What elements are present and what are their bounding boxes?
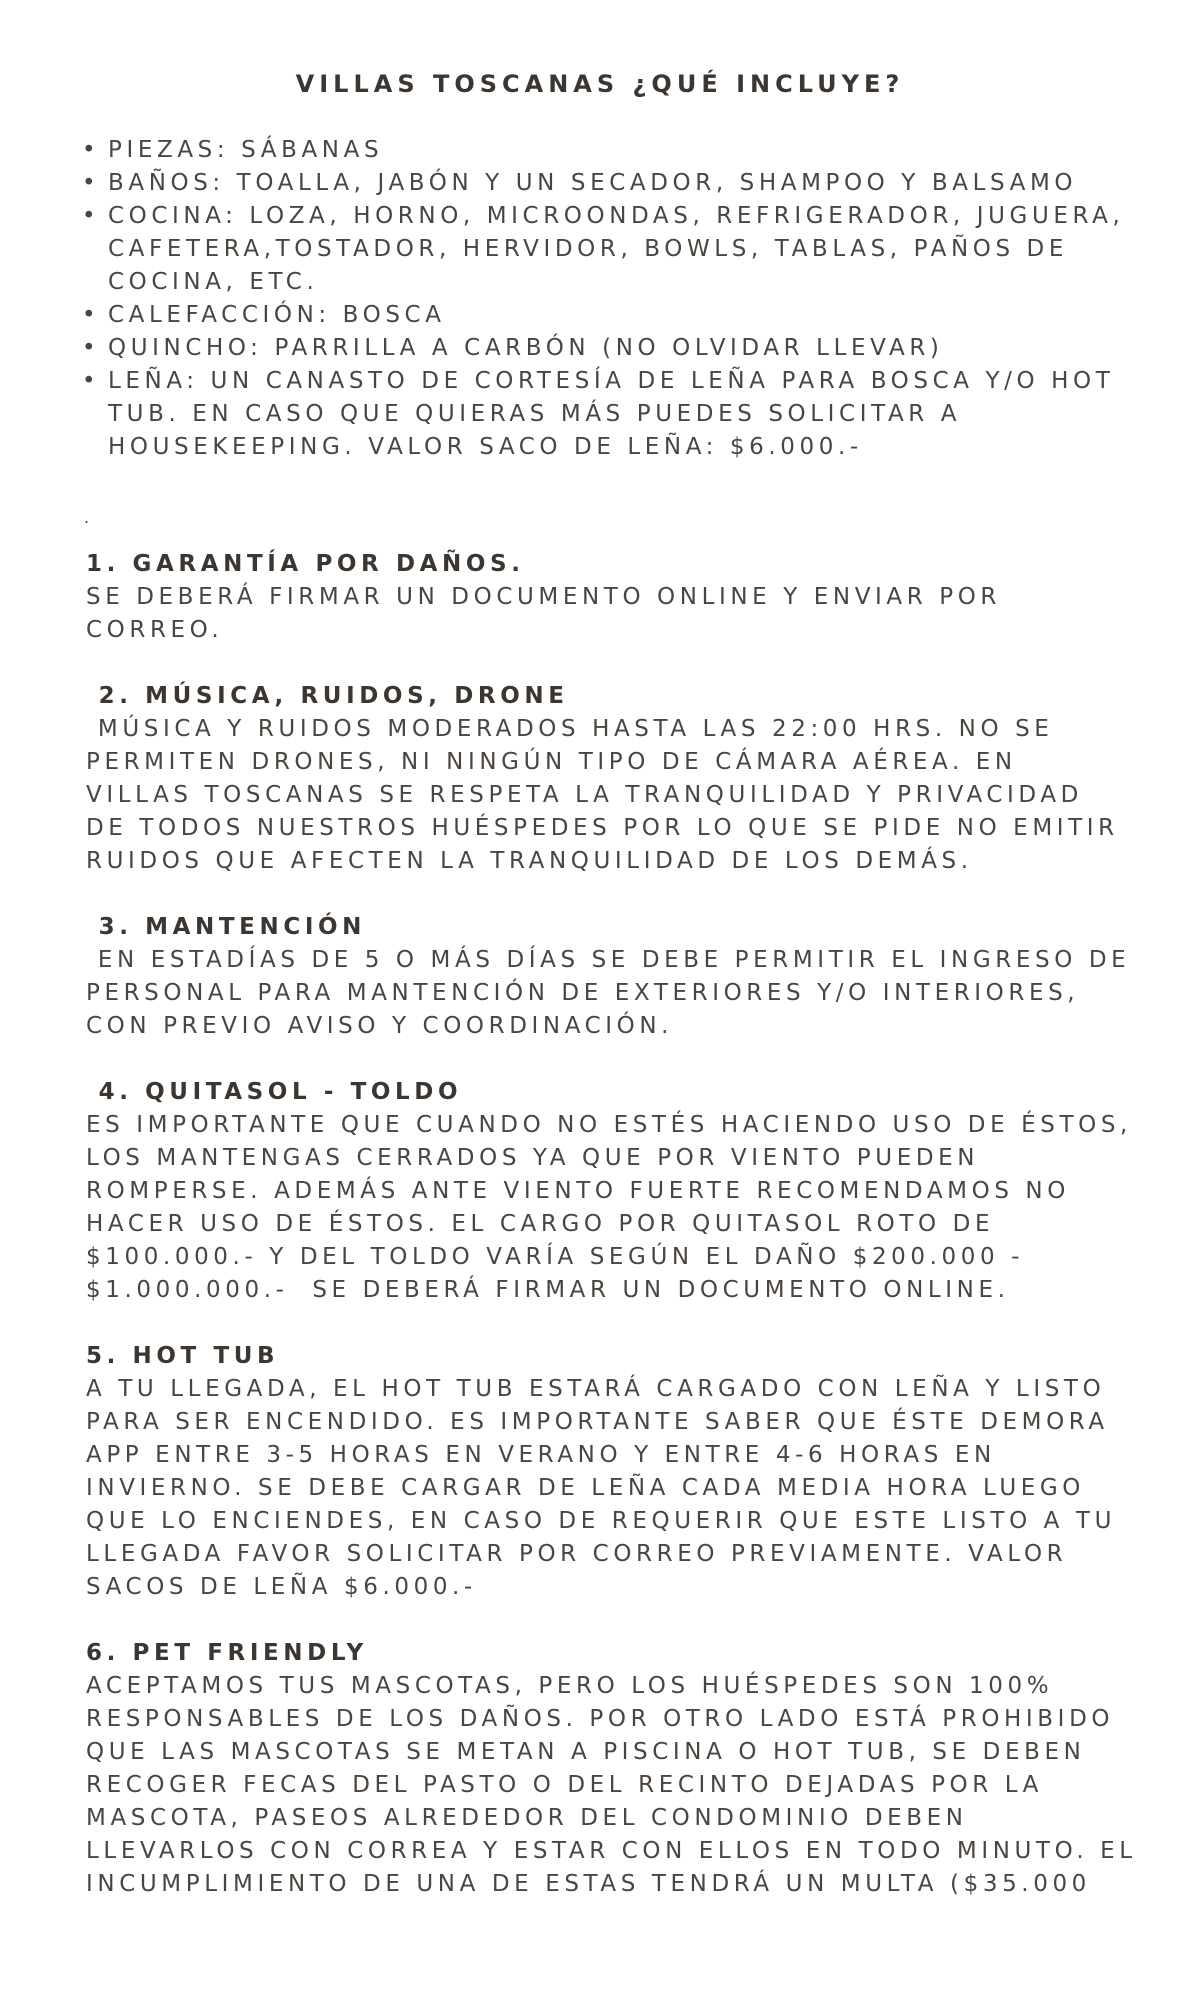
includes-item (80, 299, 1160, 332)
includes-item-text: COCINA: LOZA, HORNO, MICROONDAS, REFRIGERADOR, JUGUERA, CAFETERA,TOSTADOR, HERVIDOR, BOWLS, TABLAS, PAÑOS DE COCINA, ETC. (108, 203, 1125, 295)
includes-list (80, 134, 1160, 464)
bullet-icon: • (82, 203, 96, 229)
section-heading: 5. HOT TUB (86, 1343, 280, 1369)
bullet-icon: • (82, 335, 96, 361)
section-heading: 6. PET FRIENDLY (86, 1640, 368, 1666)
includes-item-text: QUINCHO: PARRILLA A CARBÓN (NO OLVIDAR LLEVAR) (108, 335, 944, 361)
includes-item (80, 134, 1160, 167)
section-text: EN ESTADÍAS DE 5 O MÁS DÍAS SE DEBE PERMITIR EL INGRESO DE PERSONAL PARA MANTENCIÓN DE EXTERIORES Y/O INTERIORES, CON PREVIO AVISO Y COORDINACIÓN. (86, 947, 1131, 1039)
bullet-icon: • (82, 170, 96, 196)
section-text: ES IMPORTANTE QUE CUANDO NO ESTÉS HACIENDO USO DE ÉSTOS, LOS MANTENGAS CERRADOS YA QUE POR VIENTO PUEDEN ROMPERSE. ADEMÁS ANTE VIENTO FUERTE RECOMENDAMOS NO HACER USO DE ÉSTOS. EL CARGO POR QUITASOL ROTO DE $100.000.- Y DEL TOLDO VARÍA SEGÚN EL DAÑO $200.000 - $1.000.000.- SE DEBERÁ FIRMAR UN DOCUMENTO ONLINE. (86, 1112, 1132, 1303)
section-text: A TU LLEGADA, EL HOT TUB ESTARÁ CARGADO CON LEÑA Y LISTO PARA SER ENCENDIDO. ES IMPORTANTE SABER QUE ÉSTE DEMORA APP ENTRE 3-5 HORAS EN VERANO Y ENTRE 4-6 HORAS EN INVIERNO. SE DEBE CARGAR DE LEÑA CADA MEDIA HORA LUEGO QUE LO ENCIENDES, EN CASO DE REQUERIR QUE ESTE LISTO A TU LLEGADA FAVOR SOLICITAR POR CORREO PREVIAMENTE. VALOR SACOS DE LEÑA $6.000.- (86, 1376, 1117, 1600)
section-text: ACEPTAMOS TUS MASCOTAS, PERO LOS HUÉSPEDES SON 100% RESPONSABLES DE LOS DAÑOS. POR OTRO LADO ESTÁ PROHIBIDO QUE LAS MASCOTAS SE METAN A PISCINA O HOT TUB, SE DEBEN RECOGER FECAS DEL PASTO O DEL RECINTO DEJADAS POR LA MASCOTA, PASEOS ALREDEDOR DEL CONDOMINIO DEBEN LLEVARLOS CON CORREA Y ESTAR CON ELLOS EN TODO MINUTO. EL INCUMPLIMIENTO DE UNA DE ESTAS TENDRÁ UN MULTA ($35.000 (86, 1673, 1137, 1897)
page-title: VILLAS TOSCANAS ¿QUÉ INCLUYE? (295, 70, 905, 98)
includes-item (80, 365, 1160, 464)
includes-item-text: PIEZAS: SÁBANAS (108, 137, 384, 163)
section-heading: 4. QUITASOL - TOLDO (86, 1079, 463, 1105)
includes-item (80, 167, 1160, 200)
section-text: SE DEBERÁ FIRMAR UN DOCUMENTO ONLINE Y ENVIAR POR CORREO. (86, 584, 1002, 643)
includes-item-text: LEÑA: UN CANASTO DE CORTESÍA DE LEÑA PARA BOSCA Y/O HOT TUB. EN CASO QUE QUIERAS MÁS PUEDES SOLICITAR A HOUSEKEEPING. VALOR SACO DE LEÑA: $6.000.- (108, 368, 1115, 460)
rule-section-hot-tub (86, 1340, 1166, 1604)
section-heading: 2. MÚSICA, RUIDOS, DRONE (86, 683, 569, 709)
bullet-icon: • (82, 302, 96, 328)
includes-item-text: CALEFACCIÓN: BOSCA (108, 302, 446, 328)
rules-sections (86, 548, 1166, 1934)
rule-section-damage-guarantee (86, 548, 1166, 647)
bullet-icon: • (82, 137, 96, 163)
bullet-icon: • (82, 368, 96, 394)
rule-section-pet-friendly (86, 1637, 1166, 1901)
section-heading: 3. MANTENCIÓN (86, 914, 366, 940)
includes-item (80, 200, 1160, 299)
separator-dot: . (84, 508, 90, 527)
section-heading: 1. GARANTÍA POR DAÑOS. (86, 551, 525, 577)
includes-item (80, 332, 1160, 365)
rule-section-maintenance (86, 911, 1166, 1043)
rule-section-music-noise-drone (86, 680, 1166, 878)
includes-item-text: BAÑOS: TOALLA, JABÓN Y UN SECADOR, SHAMPOO Y BALSAMO (108, 170, 1078, 196)
section-text: MÚSICA Y RUIDOS MODERADOS HASTA LAS 22:00 HRS. NO SE PERMITEN DRONES, NI NINGÚN TIPO DE CÁMARA AÉREA. EN VILLAS TOSCANAS SE RESPETA LA TRANQUILIDAD Y PRIVACIDAD DE TODOS NUESTROS HUÉSPEDES POR LO QUE SE PIDE NO EMITIR RUIDOS QUE AFECTEN LA TRANQUILIDAD DE LOS DEMÁS. (86, 716, 1119, 874)
rule-section-parasol-awning (86, 1076, 1166, 1307)
